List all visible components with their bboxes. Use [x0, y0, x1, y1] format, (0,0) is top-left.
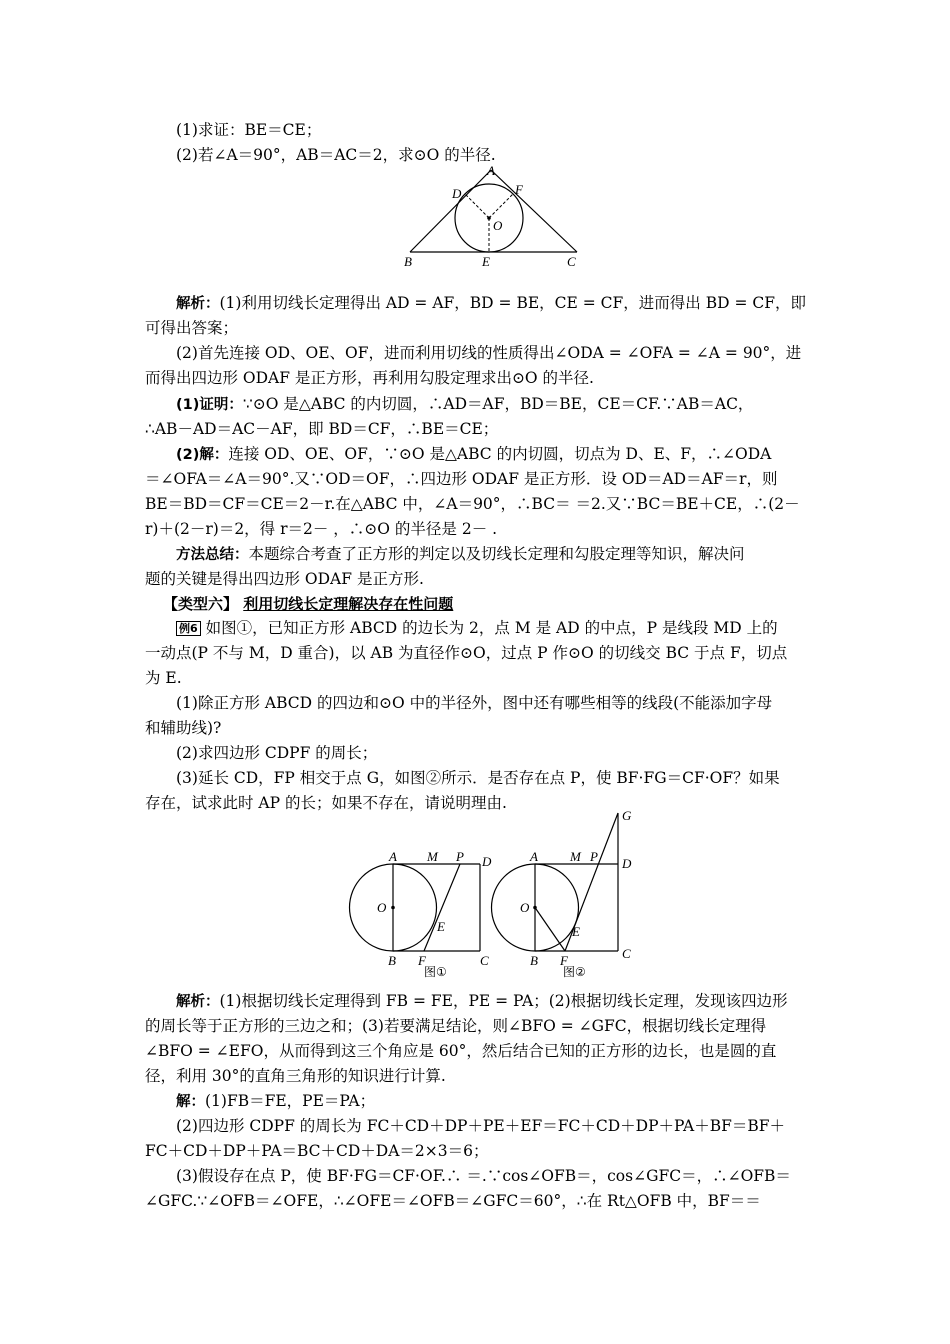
summary-label: 方法总结： [176, 547, 249, 563]
section-type: 【类型六】 [163, 595, 239, 613]
label-B: B [404, 254, 412, 269]
fig2-right-caption: 图② [563, 965, 586, 978]
proof-1-line-1: (1)证明：∵⊙O 是△ABC 的内切圆，∴AD＝AF，BD＝BE，CE＝CF.∵AB＝AC， [176, 395, 754, 413]
figure-2-panel [492, 808, 633, 978]
solve-2-line-1: 解：(1)FB＝FE，PE＝PA； [176, 1092, 376, 1110]
fig2-left-caption: 图① [424, 965, 447, 978]
solve-2-line-2a: (2)四边形 CDPF 的周长为 FC＋CD＋DP＋PE＋EF＝FC＋CD＋DP＋PA＋BF＝BF＋ [176, 1117, 786, 1135]
proof-1-line-2: ∴AB－AD＝AC－AF，即 BD＝CF，∴BE＝CE； [145, 420, 499, 438]
question-part-2: (2)若∠A＝90°，AB＝AC＝2，求⊙O 的半径. [176, 146, 496, 164]
fig2-right-label-O: O [520, 900, 530, 915]
fig2-left-label-M: M [427, 849, 438, 864]
solve-2-label: 解： [176, 1094, 205, 1110]
summary-line-1: 方法总结：本题综合考查了正方形的判定以及切线长定理和勾股定理等知识，解决问 [176, 545, 745, 563]
fig2-left-label-D: D [482, 854, 492, 869]
label-C: C [567, 254, 576, 269]
example-6-q2: (2)求四边形 CDPF 的周长； [176, 744, 378, 762]
example-6-q1b: 和辅助线)? [145, 719, 222, 737]
solve-2-line-2b: FC＋CD＋DP＋PA＝BC＋CD＋DA＝2×3＝6； [145, 1142, 489, 1160]
solve-1-line-3: BE＝BD＝CF＝CE＝2－r.在△ABC 中，∠A＝90°，∴BC＝ ＝2.又∵BC＝BE＋CE，∴(2－ [145, 495, 800, 513]
fig2-right-label-P: P [590, 849, 598, 864]
solve-label: (2)解： [176, 447, 229, 463]
solve-1-line-4: r)＋(2－r)＝2，得 r＝2－ ，∴⊙O 的半径是 2－ . [145, 520, 498, 538]
example-tag: 例6 [176, 621, 201, 636]
solve-2-line-3b: ∠GFC.∵∠OFB＝∠OFE，∴∠OFE＝∠OFB＝∠GFC＝60°，∴在 Rt△OFB 中，BF＝＝ [145, 1192, 761, 1210]
figure-1-panel [350, 849, 493, 978]
analysis-1-line-1: 解析：(1)利用切线长定理得出 AD = AF，BD = BE，CE = CF，进而得出 BD = CF，即 [176, 294, 806, 312]
fig2-left-label-A: A [389, 849, 397, 864]
label-O: O [493, 218, 503, 233]
fig2-left-label-E: E [437, 919, 445, 934]
fig2-right-label-E: E [572, 924, 580, 939]
proof-label: (1)证明： [176, 397, 243, 413]
fig2-right-label-C: C [622, 946, 631, 961]
fig2-right-label-A: A [530, 849, 538, 864]
triangle-incircle-figure [400, 162, 590, 272]
analysis-1-line-4: 而得出四边形 ODAF 是正方形，再利用勾股定理求出⊙O 的半径. [145, 369, 594, 387]
analysis-2-line-4: 径，利用 30°的直角三角形的知识进行计算. [145, 1067, 446, 1085]
solve-1-line-2: ＝∠OFA＝∠A＝90°.又∵OD＝OF，∴四边形 ODAF 是正方形．设 OD＝AD＝AF＝r，则 [145, 470, 778, 488]
section-heading [163, 594, 453, 614]
label-E: E [482, 254, 490, 269]
fig2-right-label-D: D [622, 856, 632, 871]
section-title: 利用切线长定理解决存在性问题 [243, 595, 454, 613]
fig2-left-label-F: F [418, 953, 426, 968]
example-6-q3a: (3)延长 CD，FP 相交于点 G，如图②所示．是否存在点 P，使 BF·FG＝CF·OF？如果 [176, 769, 780, 787]
label-F: F [515, 182, 523, 197]
fig2-left-label-C: C [480, 953, 489, 968]
label-A: A [487, 163, 495, 178]
example-6-line-2: 一动点(P 不与 M，D 重合)，以 AB 为直径作⊙O，过点 P 作⊙O 的切线交 BC 于点 F，切点 [145, 644, 788, 662]
fig2-right-label-B: B [530, 953, 538, 968]
question-part-1: (1)求证：BE＝CE； [176, 121, 322, 139]
solve-1-line-1: (2)解：连接 OD、OE、OF，∵⊙O 是△ABC 的内切圆，切点为 D、E、F，∴∠ODA [176, 445, 772, 463]
fig2-left-label-O: O [377, 900, 387, 915]
fig2-left-label-B: B [388, 953, 396, 968]
analysis-1-line-3: (2)首先连接 OD、OE、OF，进而利用切线的性质得出∠ODA = ∠OFA = ∠A = 90°，进 [176, 344, 802, 362]
example-6-q1a: (1)除正方形 ABCD 的四边和⊙O 中的半径外，图中还有哪些相等的线段(不能添加字母 [176, 694, 773, 712]
solve-2-line-3a: (3)假设存在点 P，使 BF·FG＝CF·OF.∴ ＝.∵cos∠OFB＝，cos∠GFC＝，∴∠OFB＝ [176, 1167, 791, 1185]
example-6-line-1: 例6 如图①，已知正方形 ABCD 的边长为 2，点 M 是 AD 的中点，P 是线段 MD 上的 [176, 618, 841, 638]
analysis-2-line-3: ∠BFO = ∠EFO，从而得到这三个角应是 60°，然后结合已知的正方形的边长，也是圆的直 [145, 1042, 777, 1060]
example-6-line-3: 为 E. [145, 669, 182, 687]
analysis-2-line-2: 的周长等于正方形的三边之和；(3)若要满足结论，则∠BFO = ∠GFC，根据切线长定理得 [145, 1017, 767, 1035]
analysis-1-line-2: 可得出答案； [145, 319, 239, 337]
fig2-right-label-G: G [622, 808, 632, 823]
label-D: D [452, 186, 462, 201]
analysis-2-line-1: 解析：(1)根据切线长定理得到 FB = FE，PE = PA；(2)根据切线长定理，发现该四边形 [176, 992, 788, 1010]
square-circle-figures [340, 808, 640, 978]
example-6-q3b: 存在，试求此时 AP 的长；如果不存在，请说明理由. [145, 794, 507, 812]
analysis-2-label: 解析： [176, 994, 220, 1010]
summary-line-2: 题的关键是得出四边形 ODAF 是正方形. [145, 570, 424, 588]
analysis-label: 解析： [176, 296, 220, 312]
fig2-right-label-F: F [560, 953, 568, 968]
fig2-left-label-P: P [456, 849, 464, 864]
fig2-right-label-M: M [570, 849, 581, 864]
